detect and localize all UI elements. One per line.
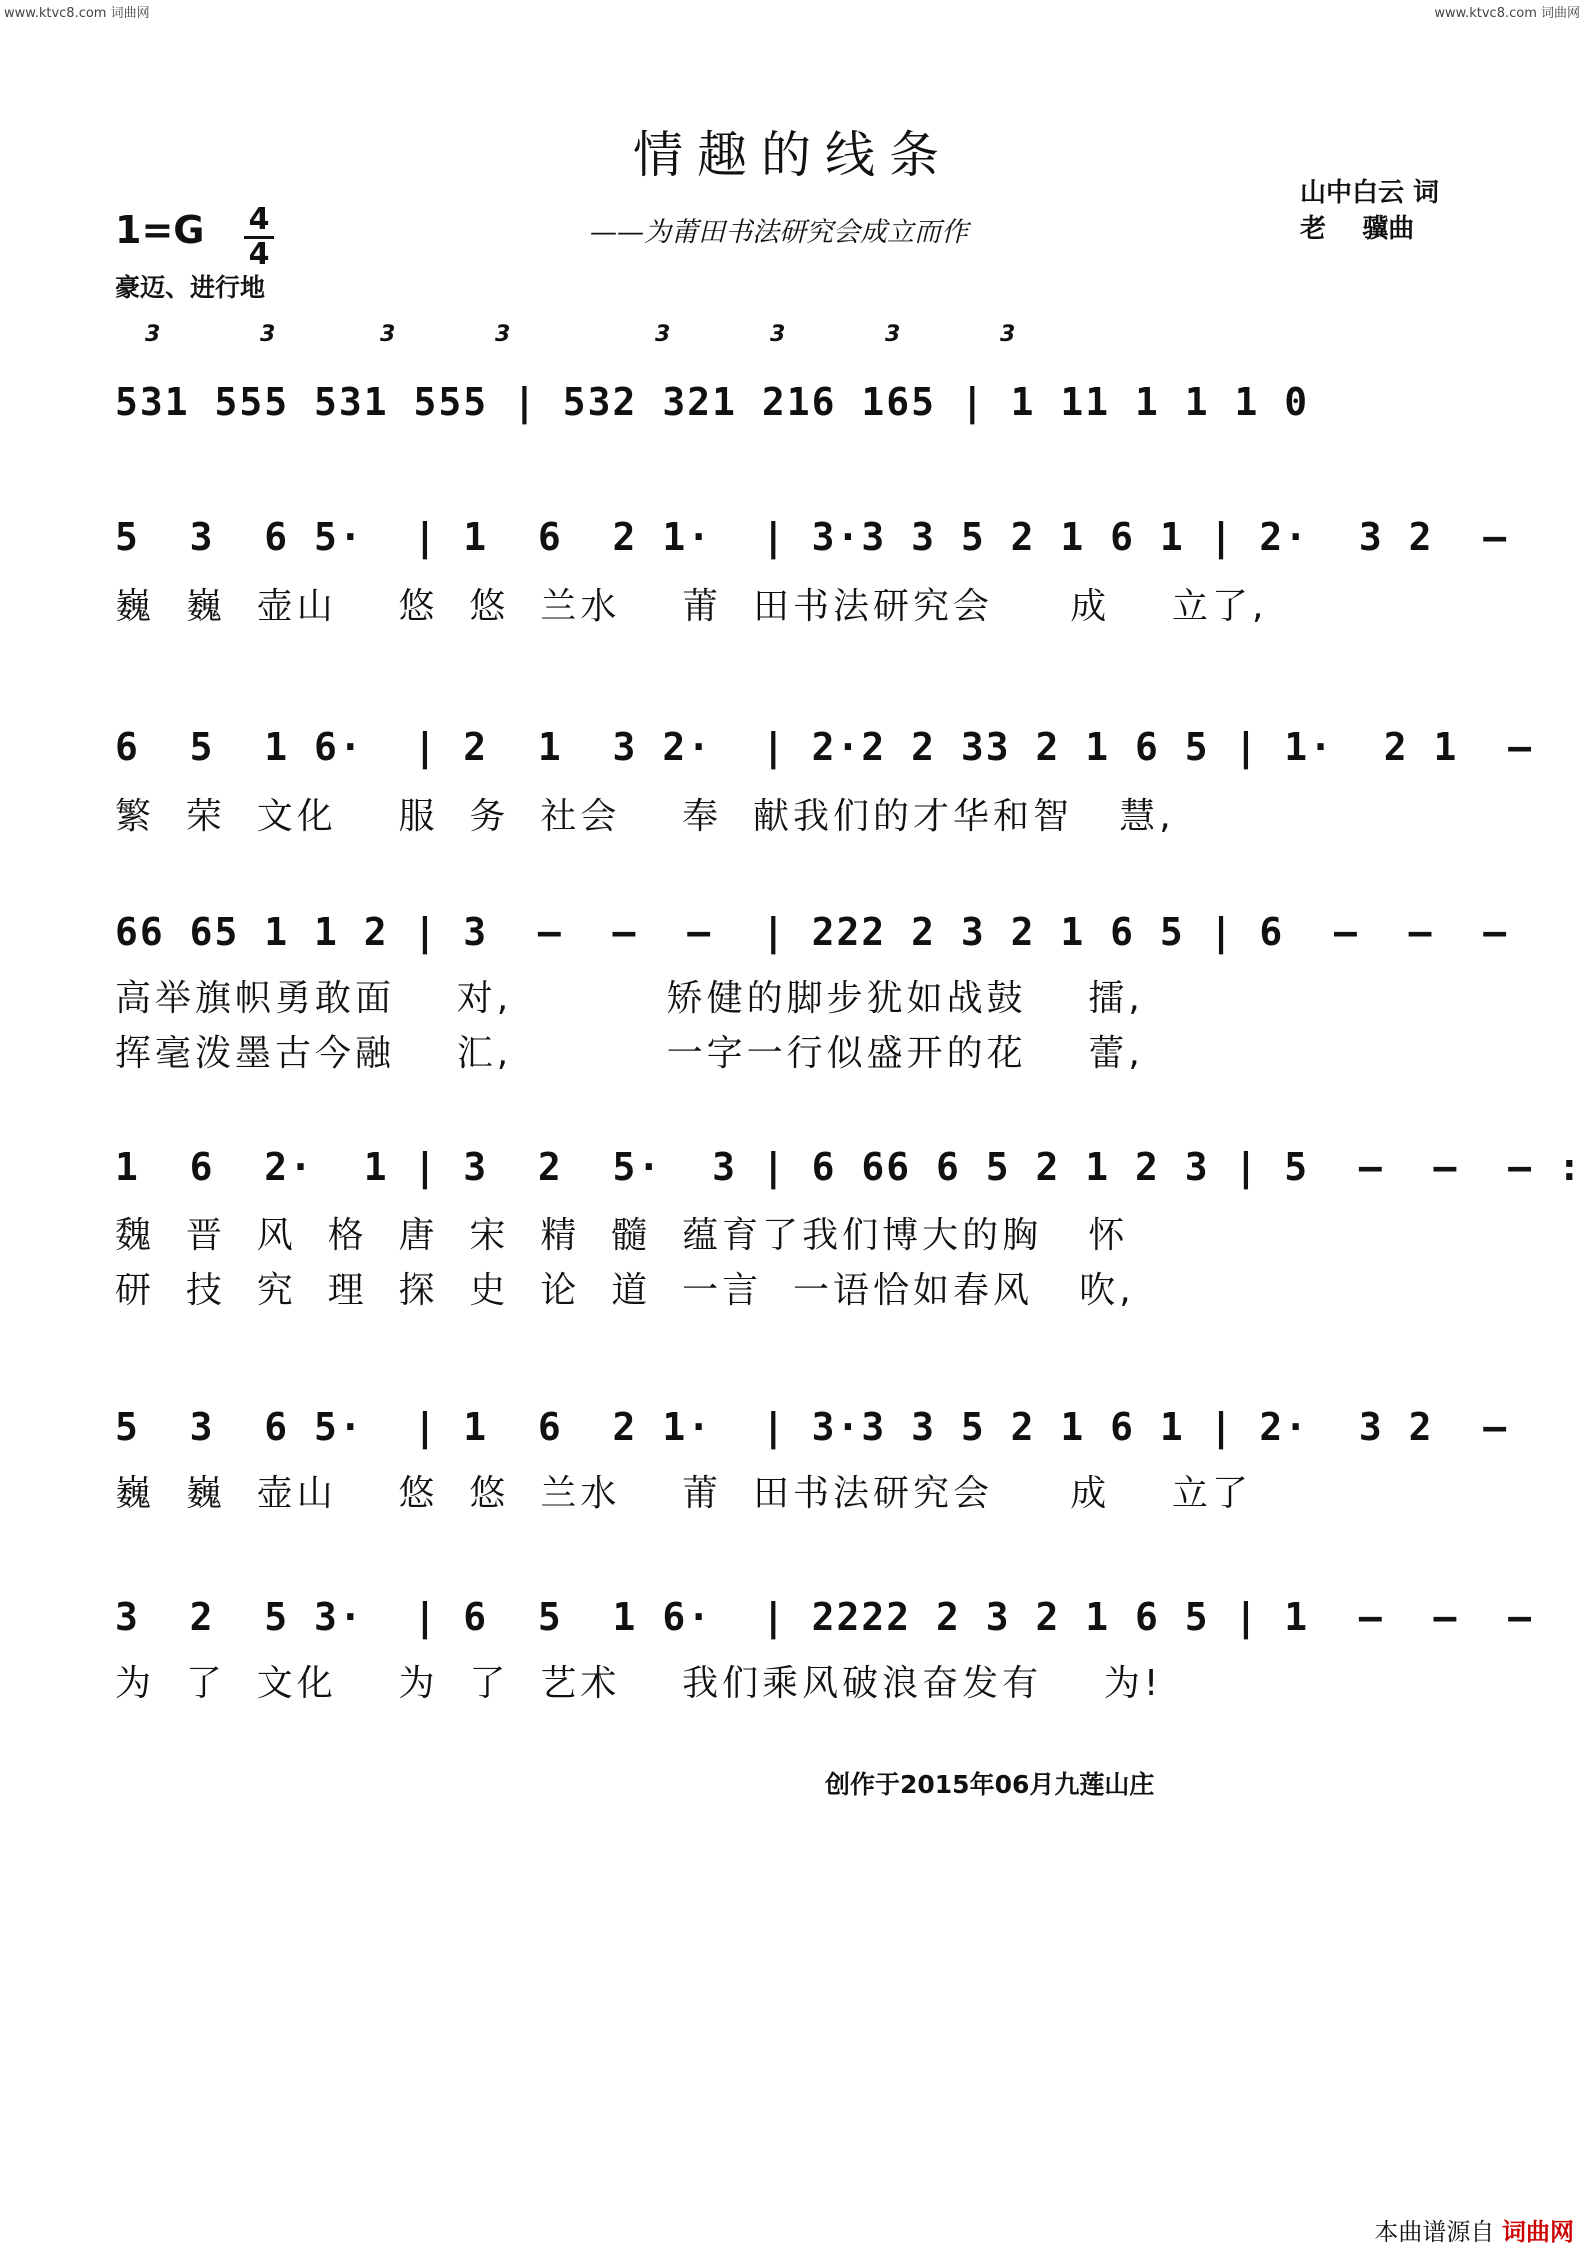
composer: 老 骥曲: [1300, 214, 1415, 244]
notation-line: 66 65 1 1 2 | 3 – – – | 222 2 3 2 1 6 5 | 6 – – –: [115, 910, 1509, 954]
triplet-mark: 3: [770, 322, 786, 347]
lyric-line: 研 技 究 理 探 史 论 道 一言 一语恰如春风 吹,: [115, 1270, 1135, 1311]
score-row-7: [115, 1585, 1534, 1655]
time-signature: [244, 202, 274, 272]
triplet-mark: 3: [885, 322, 901, 347]
composition-note: 创作于2015年06月九莲山庄: [825, 1770, 1155, 1799]
triplet-mark: 3: [380, 322, 396, 347]
source-brand: 词曲网: [1502, 2218, 1574, 2246]
song-subtitle: ——为莆田书法研究会成立而作: [590, 217, 968, 248]
lyric-line: 挥毫泼墨古今融 汇, 一字一行似盛开的花 蕾,: [115, 1033, 1144, 1074]
score-row-3: [115, 715, 1534, 785]
lyric-line: 为 了 文化 为 了 艺术 我们乘风破浪奋发有 为!: [115, 1663, 1163, 1704]
score-row-1: [115, 322, 1475, 440]
time-bottom: 4: [248, 237, 270, 272]
triplet-mark: 3: [260, 322, 276, 347]
lyric-line: 高举旗帜勇敢面 对, 矫健的脚步犹如战鼓 擂,: [115, 978, 1144, 1019]
credits: [1300, 175, 1439, 247]
lyric-line: 魏 晋 风 格 唐 宋 精 髓 蕴育了我们博大的胸 怀: [115, 1215, 1129, 1256]
notation-line: 531 555 531 555 | 532 321 216 165 | 1 11 1 1 1 0: [115, 380, 1310, 424]
notation-line: 5 3 6 5· | 1 6 2 1· | 3·3 3 5 2 1 6 1 | 2· 3 2 –: [115, 515, 1509, 559]
notation-line: 1 6 2· 1 | 3 2 5· 3 | 6 66 6 5 2 1 2 3 | 5 – – – :: [115, 1145, 1583, 1189]
score-row-5: [115, 1135, 1583, 1205]
triplet-mark: 3: [655, 322, 671, 347]
triplet-mark: 3: [145, 322, 161, 347]
song-title: 情趣的线条: [633, 126, 953, 184]
time-top: 4: [248, 202, 270, 237]
watermark-right: www.ktvc8.com 词曲网: [1434, 6, 1580, 21]
score-row-2: [115, 505, 1509, 575]
lyric-line: 繁 荣 文化 服 务 社会 奉 献我们的才华和智 慧,: [115, 796, 1175, 837]
lyric-line: 巍 巍 壶山 悠 悠 兰水 莆 田书法研究会 成 立了,: [115, 586, 1268, 627]
source-prefix: 本曲谱源自: [1374, 2218, 1495, 2246]
score-row-6: [115, 1395, 1509, 1465]
notation-line: 3 2 5 3· | 6 5 1 6· | 2222 2 3 2 1 6 5 | 1 – – –: [115, 1595, 1534, 1639]
score-row-4: [115, 900, 1509, 970]
watermark-left: www.ktvc8.com 词曲网: [4, 6, 150, 21]
notation-line: 5 3 6 5· | 1 6 2 1· | 3·3 3 5 2 1 6 1 | 2· 3 2 –: [115, 1405, 1509, 1449]
key-signature: 1=G: [115, 208, 205, 252]
lyricist: 山中白云 词: [1300, 178, 1440, 208]
source-credit: [1374, 2212, 1574, 2247]
triplet-mark: 3: [495, 322, 511, 347]
lyric-line: 巍 巍 壶山 悠 悠 兰水 莆 田书法研究会 成 立了: [115, 1473, 1252, 1514]
notation-line: 6 5 1 6· | 2 1 3 2· | 2·2 2 33 2 1 6 5 | 1· 2 1 –: [115, 725, 1534, 769]
tempo-marking: 豪迈、进行地: [115, 273, 266, 302]
triplet-mark: 3: [1000, 322, 1016, 347]
